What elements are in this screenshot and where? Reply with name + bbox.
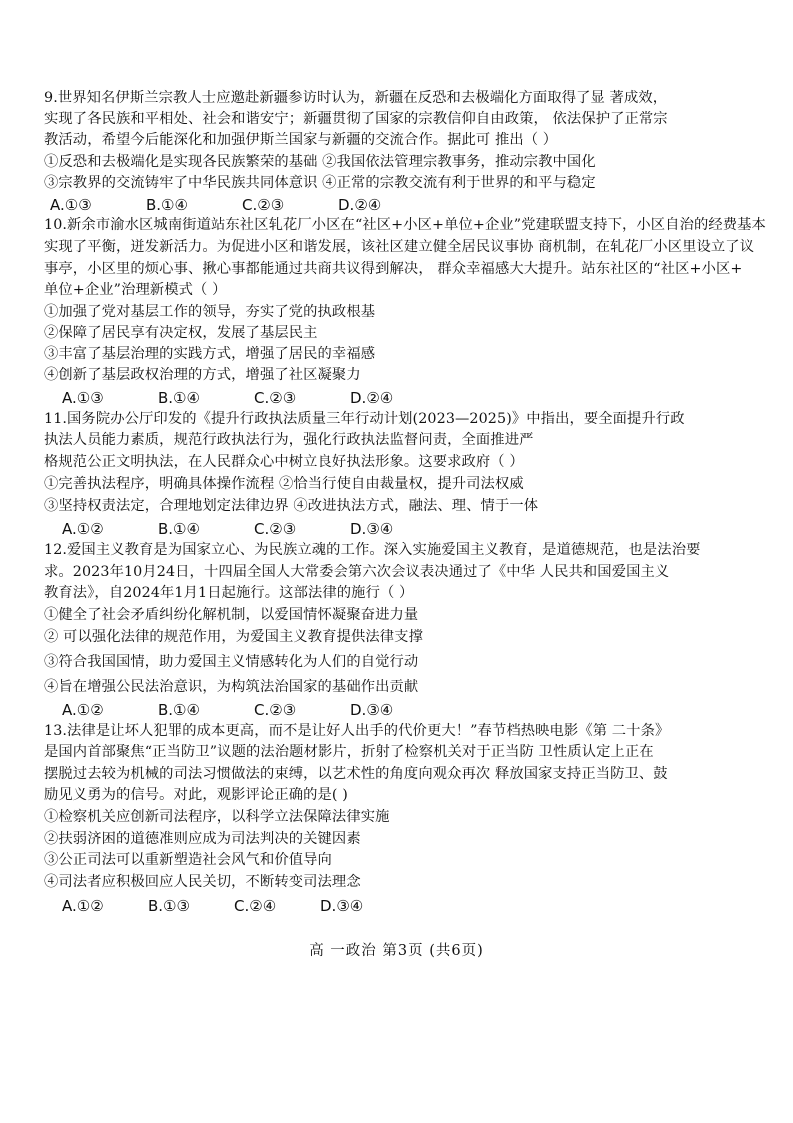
question-stem-line: 11.国务院办公厅印发的《提升行政执法质量三年行动计划(2023—2025)》中指出，要全面提升行政 <box>44 411 685 427</box>
question-stem-line: 教活动，希望今后能深化和加强伊斯兰国家与新疆的交流合作。据此可 推出（ ） <box>44 132 558 148</box>
question-stem-line: 格规范公正文明执法，在人民群众心中树立良好执法形象。这要求政府（ ） <box>44 454 524 470</box>
answer-options <box>62 700 446 720</box>
option-d[interactable]: D.③④ <box>350 520 394 538</box>
option-a[interactable]: A.①③ <box>50 196 92 214</box>
question-stem-line: 13.法律是让坏人犯罪的成本更高，而不是让好人出手的代价更大！”春节档热映电影《第 二十条》 <box>44 723 670 739</box>
statement-line: ②扶弱济困的道德准则应成为司法判决的关键因素 <box>44 831 361 847</box>
statement-line: ③符合我国国情，助力爱国主义情感转化为人们的自觉行动 <box>44 654 419 670</box>
question-stem-line: 教育法》，自2024年1月1日起施行。这部法律的施行（ ） <box>44 585 414 601</box>
question-stem-line: 单位+企业”治理新模式（ ） <box>44 282 227 298</box>
option-c[interactable]: C.②③ <box>254 701 297 719</box>
option-a[interactable]: A.①② <box>62 520 104 538</box>
option-c[interactable]: C.②③ <box>242 196 285 214</box>
question-stem-line: 12.爱国主义教育是为国家立心、为民族立魂的工作。深入实施爱国主义教育，是道德规范，也是法治要 <box>44 542 701 558</box>
statement-line: ②保障了居民享有决定权，发展了基层民主 <box>44 325 318 341</box>
option-a[interactable]: A.①③ <box>62 389 104 407</box>
answer-options <box>62 388 446 408</box>
statement-line: ①加强了党对基层工作的领导，夯实了党的执政根基 <box>44 304 376 320</box>
statement-line: ①完善执法程序，明确具体操作流程 ②恰当行使自由裁量权，提升司法权威 <box>44 476 524 492</box>
option-d[interactable]: D.②④ <box>338 196 382 214</box>
option-c[interactable]: C.②④ <box>234 897 277 915</box>
page-footer: 高 一政治 第3页 (共6页) <box>309 943 484 959</box>
answer-options <box>62 519 446 539</box>
question-stem-line: 是国内首部聚焦“正当防卫”议题的法治题材影片，折射了检察机关对于正当防 卫性质认定上正在 <box>44 744 654 760</box>
statement-line: ①反恐和去极端化是实现各民族繁荣的基础 ②我国依法管理宗教事务，推动宗教中国化 <box>44 154 596 170</box>
question-stem-line: 摆脱过去较为机械的司法习惯做法的束缚，以艺术性的角度向观众再次 释放国家支持正当防卫、鼓 <box>44 766 668 782</box>
option-d[interactable]: D.③④ <box>350 701 394 719</box>
option-b[interactable]: B.①③ <box>148 897 190 915</box>
answer-options <box>50 195 434 215</box>
question-stem-line: 9.世界知名伊斯兰宗教人士应邀赴新疆参访时认为，新疆在反恐和去极端化方面取得了显 著成效， <box>44 90 668 106</box>
question-stem-line: 实现了各民族和平相处、社会和谐安宁；新疆贯彻了国家的宗教信仰自由政策， 依法保护了正常宗 <box>44 111 668 127</box>
question-stem-line: 实现了平衡，迸发新活力。为促进小区和谐发展，该社区建立健全居民议事协 商机制，在轧花厂小区里设立了议 <box>44 239 755 255</box>
answer-options <box>62 896 406 916</box>
option-b[interactable]: B.①④ <box>158 520 200 538</box>
statement-line: ② 可以强化法律的规范作用，为爱国主义教育提供法律支撑 <box>44 629 423 645</box>
option-b[interactable]: B.①④ <box>158 701 200 719</box>
statement-line: ①检察机关应创新司法程序，以科学立法保障法律实施 <box>44 809 390 825</box>
statement-line: ③丰富了基层治理的实践方式，增强了居民的幸福感 <box>44 346 376 362</box>
question-stem-line: 事亭，小区里的烦心事、揪心事都能通过共商共议得到解决， 群众幸福感大大提升。站东社区的“社区+小区+ <box>44 261 743 277</box>
option-d[interactable]: D.②④ <box>350 389 394 407</box>
option-d[interactable]: D.③④ <box>320 897 364 915</box>
statement-line: ④创新了基层政权治理的方式，增强了社区凝聚力 <box>44 367 361 383</box>
option-c[interactable]: C.②③ <box>254 389 297 407</box>
question-stem-line: 10.新余市渝水区城南街道站东社区轧花厂小区在“社区+小区+单位+企业”党建联盟支持下，小区自治的经费基本 <box>44 217 766 233</box>
statement-line: ④司法者应积极回应人民关切，不断转变司法理念 <box>44 874 361 890</box>
statement-line: ③公正司法可以重新塑造社会风气和价值导向 <box>44 852 332 868</box>
option-c[interactable]: C.②③ <box>254 520 297 538</box>
question-stem-line: 求。2023年10月24日，十四届全国人大常委会第六次会议表决通过了《中华 人民共和国爱国主义 <box>44 564 670 580</box>
option-b[interactable]: B.①④ <box>146 196 188 214</box>
statement-line: ④旨在增强公民法治意识，为构筑法治国家的基础作出贡献 <box>44 679 419 695</box>
option-a[interactable]: A.①② <box>62 701 104 719</box>
option-a[interactable]: A.①② <box>62 897 104 915</box>
option-b[interactable]: B.①④ <box>158 389 200 407</box>
statement-line: ③坚持权责法定，合理地划定法律边界 ④改进执法方式，融法、理、情于一体 <box>44 498 539 514</box>
statement-line: ①健全了社会矛盾纠纷化解机制，以爱国情怀凝聚奋进力量 <box>44 607 419 623</box>
question-stem-line: 执法人员能力素质，规范行政执法行为，强化行政执法监督问责，全面推进严 <box>44 432 534 448</box>
statement-line: ③宗教界的交流铸牢了中华民族共同体意识 ④正常的宗教交流有利于世界的和平与稳定 <box>44 175 596 191</box>
question-stem-line: 励见义勇为的信号。对此，观影评论正确的是( ) <box>44 787 348 803</box>
